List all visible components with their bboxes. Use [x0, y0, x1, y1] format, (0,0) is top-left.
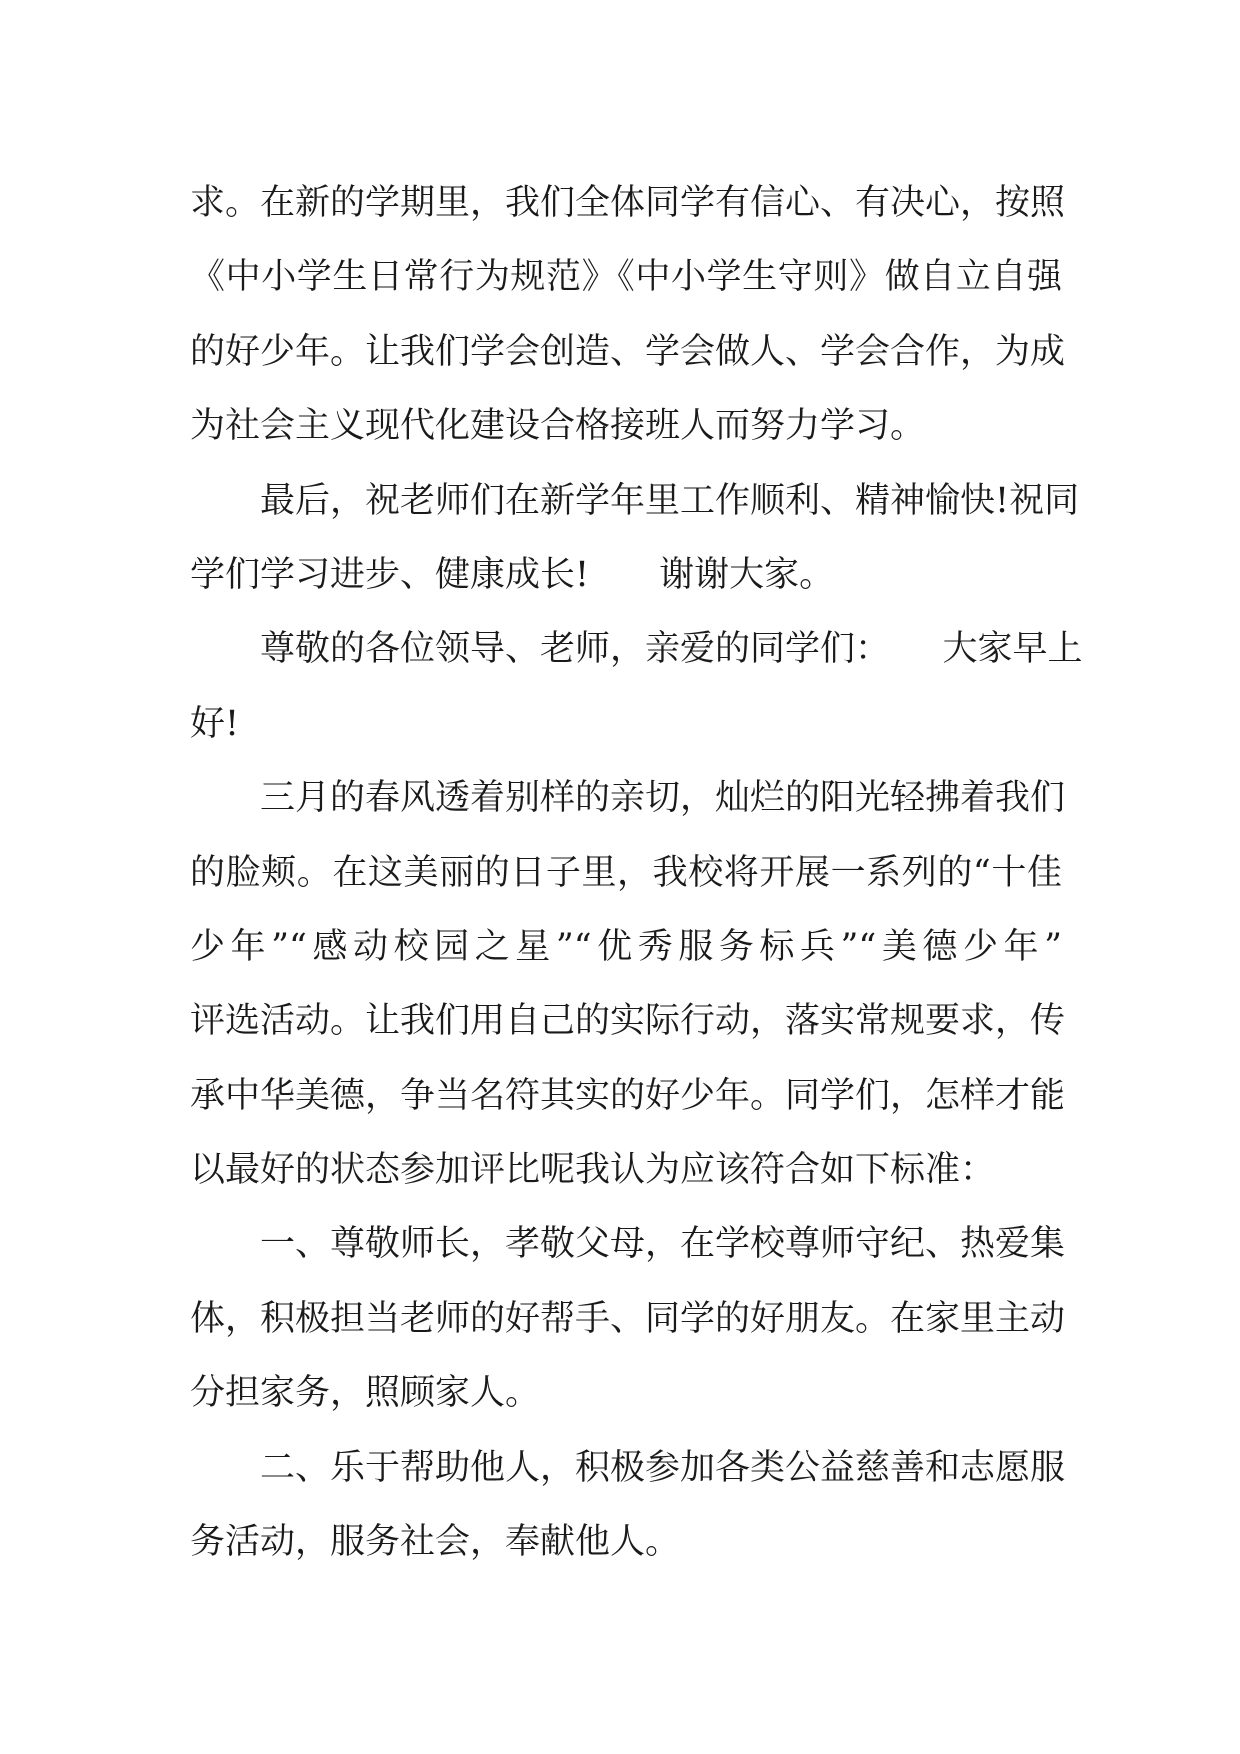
- text-line: 一、尊敬师长，孝敬父母，在学校尊师守纪、热爱集: [190, 1224, 1066, 1265]
- text-line: 务活动，服务社会，奉献他人。: [190, 1522, 681, 1563]
- text-line: 学们学习进步、健康成长! 谢谢大家。: [190, 554, 835, 595]
- text-line: 三月的春风透着别样的亲切，灿烂的阳光轻拂着我们: [190, 778, 1066, 819]
- text-line: 最后，祝老师们在新学年里工作顺利、精神愉快!祝同: [190, 480, 1080, 521]
- text-line: 分担家务，照顾家人。: [190, 1373, 541, 1414]
- text-line: 体，积极担当老师的好帮手、同学的好朋友。在家里主动: [190, 1298, 1066, 1339]
- text-line: 承中华美德，争当名符其实的好少年。同学们，怎样才能: [190, 1075, 1066, 1116]
- text-line: 的好少年。让我们学会创造、学会做人、学会合作，为成: [190, 331, 1066, 372]
- text-line: 为社会主义现代化建设合格接班人而努力学习。: [190, 406, 926, 447]
- text-line: 尊敬的各位领导、老师，亲爱的同学们： 大家早上: [190, 629, 1083, 670]
- text-line: 少年”“感动校园之星”“优秀服务标兵”“美德少年”: [190, 926, 1062, 967]
- text-line: 求。在新的学期里，我们全体同学有信心、有决心，按照: [190, 183, 1066, 223]
- text-line: 二、乐于帮助他人，积极参加各类公益慈善和志愿服: [190, 1447, 1066, 1488]
- text-line: 的脸颊。在这美丽的日子里，我校将开展一系列的“十佳: [190, 852, 1062, 893]
- body-text: [190, 166, 1083, 1579]
- text-line: 好!: [190, 703, 240, 744]
- text-line: 以最好的状态参加评比呢我认为应该符合如下标准：: [190, 1150, 996, 1191]
- text-line: 评选活动。让我们用自己的实际行动，落实常规要求，传: [190, 1001, 1066, 1042]
- text-line: 《中小学生日常行为规范》《中小学生守则》做自立自强: [190, 257, 1062, 298]
